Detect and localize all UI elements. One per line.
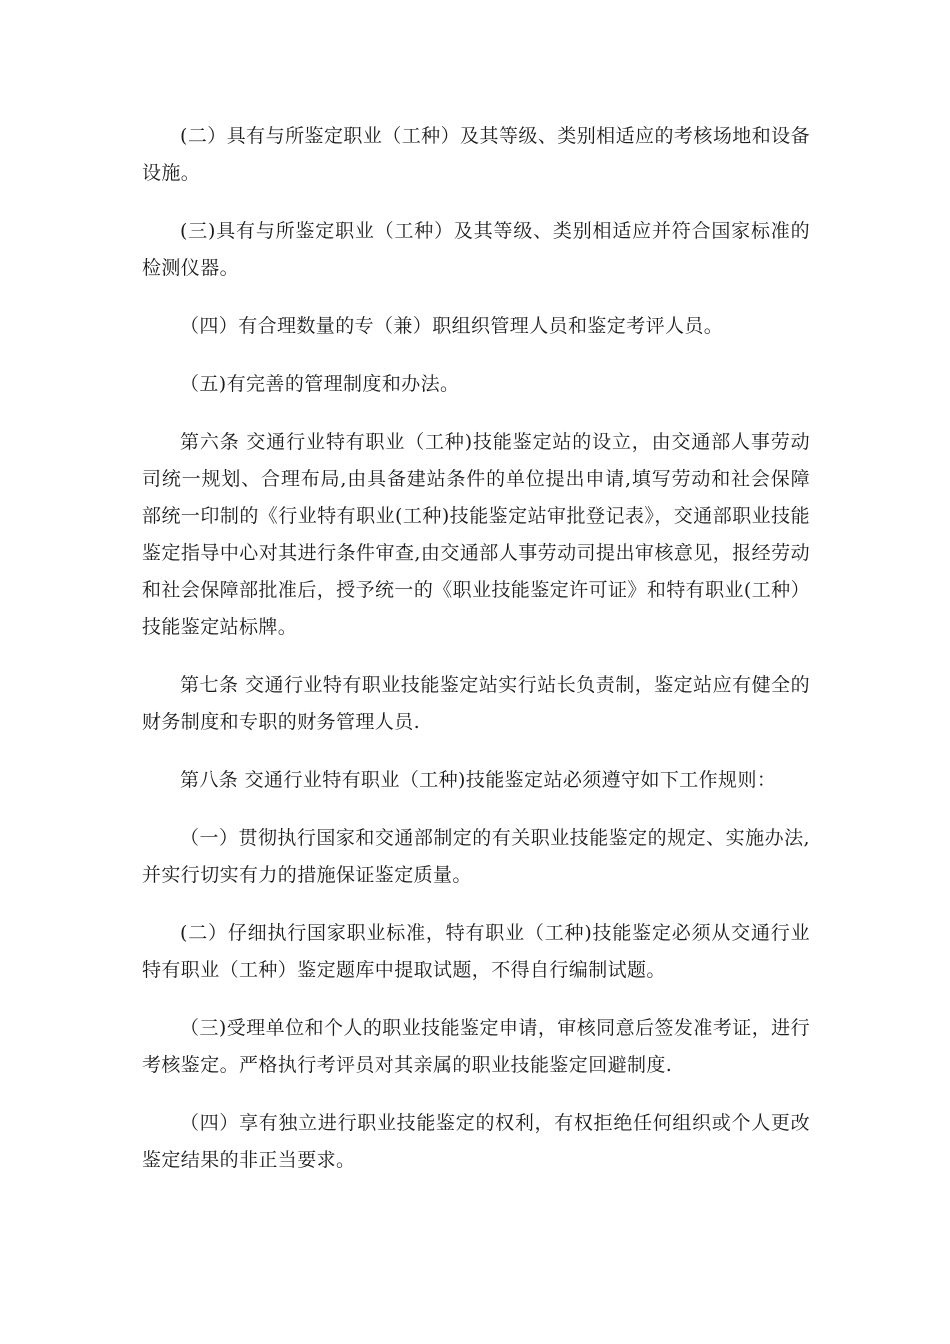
paragraph-rule-1: （一）贯彻执行国家和交通部制定的有关职业技能鉴定的规定、实施办法,并实行切实有力的措施保证鉴定质量。 [142, 827, 810, 886]
paragraph-article-7: 第七条 交通行业特有职业技能鉴定站实行站长负责制，鉴定站应有健全的财务制度和专职的财务管理人员. [142, 674, 810, 733]
paragraph-rule-2: (二）仔细执行国家职业标准，特有职业（工种)技能鉴定必须从交通行业特有职业（工种）鉴定题库中提取试题，不得自行编制试题。 [142, 922, 810, 981]
paragraph-rule-3: （三)受理单位和个人的职业技能鉴定申请，审核同意后签发准考证，进行考核鉴定。严格执行考评员对其亲属的职业技能鉴定回避制度. [142, 1017, 810, 1076]
paragraph-item-5-management: （五)有完善的管理制度和办法。 [180, 373, 460, 395]
paragraph-item-2-site-facilities: (二）具有与所鉴定职业（工种）及其等级、类别相适应的考核场地和设备设施。 [142, 125, 810, 184]
paragraph-article-6: 第六条 交通行业特有职业（工种)技能鉴定站的设立，由交通部人事劳动司统一规划、合理布局,由具备建站条件的单位提出申请,填写劳动和社会保障部统一印制的《行业特有职业(工种)技能鉴定站审批登记表》，交通部职业技能鉴定指导中心对其进行条件审查,由交通部人事劳动司提出审核意见，报经劳动和社会保障部批准后，授予统一的《职业技能鉴定许可证》和特有职业(工种）技能鉴定站标牌。 [142, 431, 810, 638]
paragraph-rule-4: （四）享有独立进行职业技能鉴定的权利，有权拒绝任何组织或个人更改鉴定结果的非正当要求。 [142, 1112, 810, 1171]
paragraph-item-4-staff: （四）有合理数量的专（兼）职组织管理人员和鉴定考评人员。 [180, 315, 724, 337]
paragraph-article-8: 第八条 交通行业特有职业（工种)技能鉴定站必须遵守如下工作规则： [180, 769, 777, 791]
paragraph-item-3-instruments: (三)具有与所鉴定职业（工种）及其等级、类别相适应并符合国家标准的检测仪器。 [142, 220, 810, 279]
document-body [142, 118, 810, 1200]
